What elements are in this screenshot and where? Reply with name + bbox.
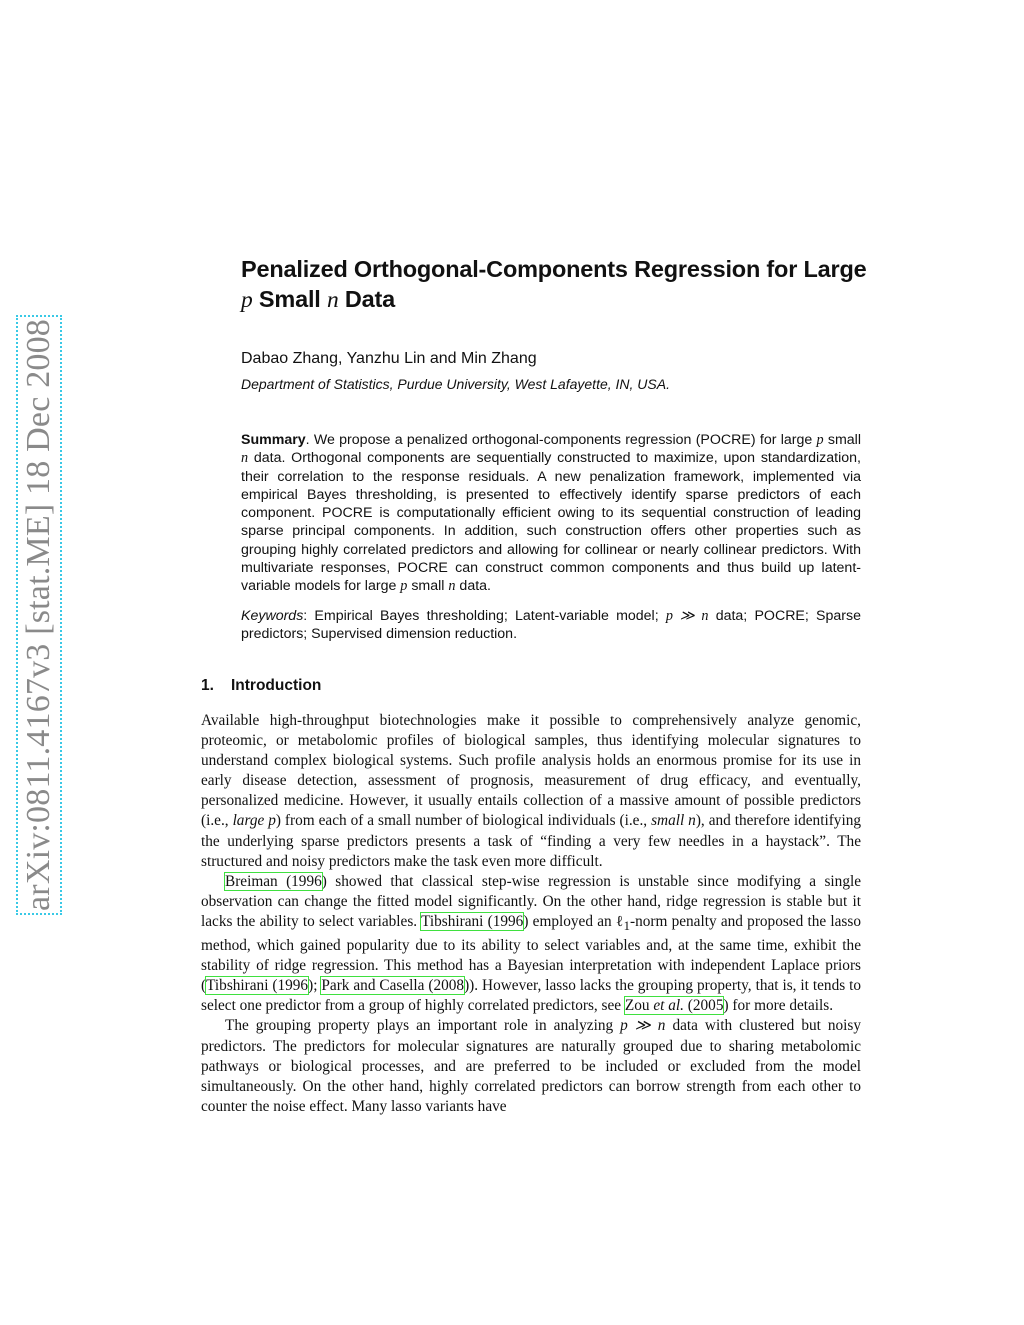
italic-large-p: large p — [232, 812, 276, 830]
arxiv-identifier-stamp: arXiv:0811.4167v3 [stat.ME] 18 Dec 2008 — [20, 319, 57, 911]
citation-et-al: et al. — [653, 997, 684, 1015]
citation-link-zou[interactable] — [625, 997, 724, 1014]
summary-text-1: . We propose a penalized orthogonal-components regression (POCRE) for large — [305, 432, 817, 448]
summary-text-4: small — [407, 578, 449, 595]
keywords-text-2: data; POCRE; Sparse predictors; Supervised dimension reduction. — [241, 608, 861, 643]
paper-title — [241, 254, 921, 315]
title-var-n: n — [326, 287, 339, 313]
author-list: Dabao Zhang, Yanzhu Lin and Min Zhang — [241, 350, 537, 367]
paragraph-text: The grouping property plays an important role in analyzing — [225, 1017, 621, 1035]
paragraph-text: ); — [308, 977, 322, 995]
paragraph — [201, 711, 861, 872]
keywords-label: Keywords — [241, 608, 304, 624]
paragraph-text: ) showed that classical step-wise regression is unstable since modifying a single observation can change the fitted model significantly. On the other hand, ridge regression is stable but it lacks the ability to select variables. — [201, 872, 862, 930]
keywords-math: p ≫ n — [665, 608, 709, 624]
summary-var-n-2: n — [448, 578, 456, 595]
keywords-text-1: : Empirical Bayes thresholding; Latent-variable model; — [303, 608, 666, 624]
summary-text-5: data. — [455, 578, 491, 595]
citation-year: (2005 — [683, 997, 724, 1015]
summary-text-2: small — [823, 432, 861, 448]
citation-link-park-casella[interactable]: Park and Casella (2008 — [321, 977, 465, 995]
math-p-gg-n: p ≫ n — [620, 1017, 666, 1035]
paragraph-text: ) from each of a small number of biological individuals (i.e., — [275, 812, 652, 830]
paragraph-text: -norm penalty and proposed the lasso method, which gained popularity due to its ability to select variables and, at the same time, exhibit the stability of ridge regression. This method has a Bayesian interpretation with independent Laplace priors ( — [201, 912, 861, 995]
paragraph — [201, 1016, 861, 1116]
citation-link-breiman[interactable]: Breiman (1996 — [225, 872, 322, 890]
abstract-summary — [241, 431, 861, 596]
paragraph-text: ), and therefore identifying the underlying sparse predictors presents a task of “finding a very few needles in a haystack”. The structured and noisy predictors make the task even more difficult. — [201, 812, 861, 870]
title-data: Data — [344, 286, 395, 312]
summary-var-n: n — [241, 450, 249, 467]
citation-link-tibshirani[interactable]: Tibshirani (1996 — [421, 912, 524, 930]
paragraph-text: )). However, lasso lacks the grouping property, that is, it tends to select one predictor from a group of highly correlated predictors, see — [201, 977, 862, 1015]
keywords — [241, 607, 861, 644]
summary-text-3: data. Orthogonal components are sequentially constructed to maximize, upon standardization, their correlation to the response residuals. A new penalization framework, implemented via empirical Bayes thresholding, is presented to effectively identify sparse predictors of each component. POCRE is computationally efficient owing to its sequential construction of leading sparse principal components. In addition, such construction offers other properties such as grouping highly correlated predictors and allowing for collinear or nearly collinear predictors. With multivariate responses, POCRE can construct common components and thus build up latent-variable models for large — [241, 450, 861, 595]
paragraph — [201, 872, 861, 1017]
italic-small-n: small n — [651, 812, 696, 830]
section-heading-introduction — [201, 677, 321, 695]
summary-label: Summary — [241, 432, 306, 448]
paragraph-text: ) employed an ℓ — [523, 912, 624, 930]
title-var-p: p — [241, 287, 253, 313]
title-small: Small — [258, 286, 321, 312]
summary-var-p: p — [816, 432, 824, 448]
paragraph-text: Available high-throughput biotechnologies make it possible to comprehensively analyze genomic, proteomic, or metabolomic profiles of biological samples, thus identifying molecular signatures to understand complex biological systems. Such profile analysis holds an enormous promise for its use in early disease detection, assessment of prognosis, measurement of drug efficacy, and eventually, personalized medicine. However, it usually entails collection of a massive amount of possible predictors (i.e., — [201, 712, 861, 830]
introduction-body — [201, 711, 861, 1117]
paragraph-text: ) for more details. — [723, 997, 834, 1015]
affiliation: Department of Statistics, Purdue University, West Lafayette, IN, USA. — [241, 376, 670, 392]
section-number: 1. — [201, 677, 214, 694]
citation-author: Zou — [624, 997, 654, 1015]
section-title: Introduction — [231, 677, 322, 694]
title-line-1: Penalized Orthogonal-Components Regression for Large — [241, 256, 867, 282]
citation-link-tibshirani-2[interactable]: Tibshirani (1996 — [206, 977, 309, 995]
paragraph-text: data with clustered but noisy predictors. The predictors for molecular signatures are naturally grouped due to sharing metabolomic pathways or biological processes, and are preferred to be included or excluded from the model simultaneously. On the other hand, highly correlated predictors can borrow strength from each other to counter the noise effect. Many lasso variants have — [201, 1017, 862, 1115]
subscript-one: 1 — [623, 918, 630, 933]
summary-var-p-2: p — [400, 578, 408, 595]
